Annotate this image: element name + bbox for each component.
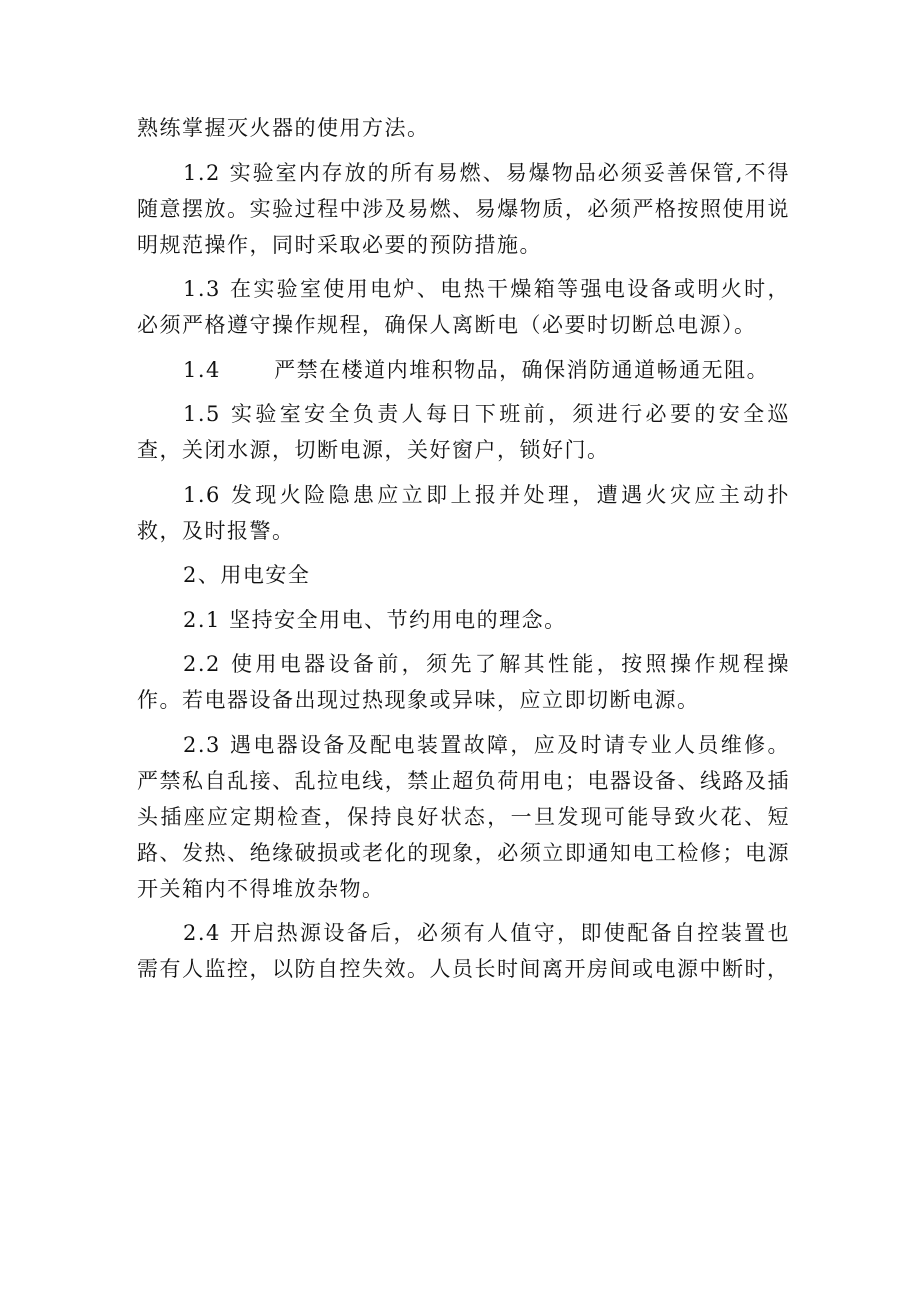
paragraph-2-4: 2.4 开启热源设备后，必须有人值守，即使配备自控装置也需有人监控，以防自控失效。人员长时间离开房间或电源中断时， (137, 921, 790, 981)
paragraph-2-3: 2.3 遇电器设备及配电装置故障，应及时请专业人员维修。严禁私自乱接、乱拉电线，禁止超负荷用电；电器设备、线路及插头插座应定期检查，保持良好状态，一旦发现可能导致火花、短路、发热、绝缘破损或老化的现象，必须立即通知电工检修；电源开关箱内不得堆放杂物。 (137, 732, 790, 901)
paragraph-continuation: 熟练掌握灭火器的使用方法。 (137, 116, 430, 140)
paragraph-1-3: 1.3 在实验室使用电炉、电热干燥箱等强电设备或明火时，必须严格遵守操作规程，确保人离断电（必要时切断总电源）。 (137, 277, 790, 337)
section-heading-electrical-safety: 2、用电安全 (183, 563, 311, 587)
paragraph-1-2: 1.2 实验室内存放的所有易燃、易爆物品必须妥善保管,不得随意摆放。实验过程中涉及易燃、易爆物质，必须严格按照使用说明规范操作，同时采取必要的预防措施。 (137, 160, 790, 257)
paragraph-1-4: 1.4 严禁在楼道内堆积物品，确保消防通道畅通无阻。 (183, 357, 770, 382)
paragraph-2-2: 2.2 使用电器设备前，须先了解其性能，按照操作规程操作。若电器设备出现过热现象或异味，应立即切断电源。 (137, 652, 790, 712)
paragraph-2-1: 2.1 坚持安全用电、节约用电的理念。 (183, 607, 567, 632)
paragraph-1-5: 1.5 实验室安全负责人每日下班前，须进行必要的安全巡查，关闭水源，切断电源，关好窗户，锁好门。 (137, 402, 790, 462)
paragraph-1-6: 1.6 发现火险隐患应立即上报并处理，遭遇火灾应主动扑救，及时报警。 (137, 482, 790, 543)
